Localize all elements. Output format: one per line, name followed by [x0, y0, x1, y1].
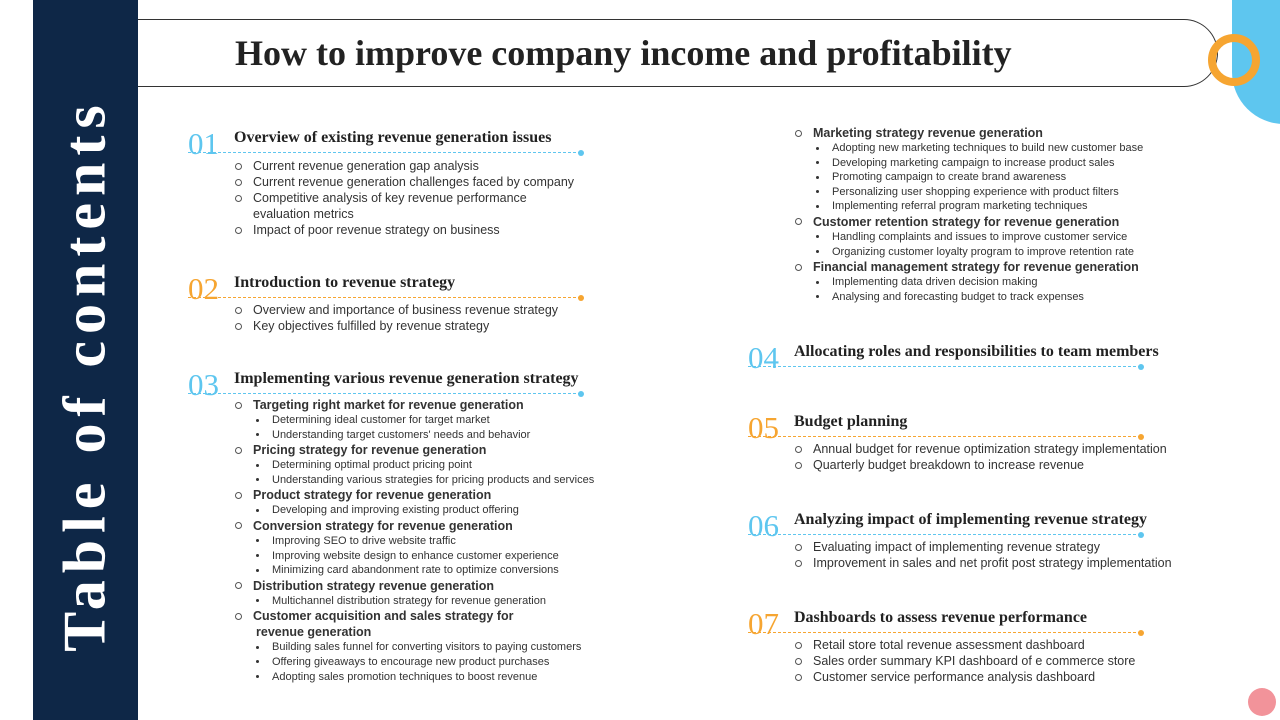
- list-group-heading: Financial management strategy for revenue generation: [794, 259, 1143, 275]
- list-group-heading: Targeting right market for revenue generation: [234, 397, 594, 413]
- section-number: 03: [188, 367, 219, 402]
- sub-list-item: Building sales funnel for converting visitors to paying customers: [234, 640, 594, 655]
- sub-list-item: Developing and improving existing product offering: [234, 503, 594, 518]
- list-group-heading: Customer retention strategy for revenue generation: [794, 214, 1143, 230]
- ring-decoration: [1208, 34, 1260, 86]
- sub-list-item: Minimizing card abandonment rate to optimize conversions: [234, 563, 594, 578]
- sidebar-title: Table of contents: [51, 98, 118, 652]
- list-item-continuation: evaluation metrics: [253, 207, 354, 221]
- pink-dot-decoration: [1248, 688, 1276, 716]
- list-item: Sales order summary KPI dashboard of e commerce store: [794, 653, 1135, 669]
- list-group-heading: Conversion strategy for revenue generation: [234, 518, 594, 534]
- section-title: Allocating roles and responsibilities to team members: [794, 343, 1159, 360]
- list-item: Current revenue generation gap analysis: [234, 158, 574, 174]
- section-number: 02: [188, 271, 219, 306]
- sub-list-item: Adopting new marketing techniques to build new customer base: [794, 141, 1143, 156]
- section-divider: [188, 297, 581, 298]
- sub-list-item: Analysing and forecasting budget to track expenses: [794, 290, 1143, 305]
- list-item: Customer service performance analysis dashboard: [794, 669, 1135, 685]
- list-group-heading: Marketing strategy revenue generation: [794, 125, 1143, 141]
- sub-list-item: Offering giveaways to encourage new product purchases: [234, 655, 594, 670]
- list-item: Retail store total revenue assessment dashboard: [794, 637, 1135, 653]
- list-item: Impact of poor revenue strategy on business: [234, 222, 574, 238]
- page-title: How to improve company income and profitability: [235, 33, 1012, 73]
- list-item: Improvement in sales and net profit post strategy implementation: [794, 555, 1172, 571]
- sub-list-item: Implementing referral program marketing techniques: [794, 199, 1143, 214]
- list-item: Annual budget for revenue optimization strategy implementation: [794, 441, 1167, 457]
- sub-list-item: Determining optimal product pricing point: [234, 458, 594, 473]
- section-number: 07: [748, 606, 779, 641]
- list-group-heading: Product strategy for revenue generation: [234, 487, 594, 503]
- sub-list-item: Improving SEO to drive website traffic: [234, 534, 594, 549]
- list-group-heading: Pricing strategy for revenue generation: [234, 442, 594, 458]
- sub-list-item: Improving website design to enhance customer experience: [234, 549, 594, 564]
- sub-list-item: Determining ideal customer for target market: [234, 413, 594, 428]
- list-group-heading-continuation: revenue generation: [256, 625, 372, 640]
- sub-list-item: Implementing data driven decision making: [794, 275, 1143, 290]
- sub-list-item: Developing marketing campaign to increase product sales: [794, 156, 1143, 171]
- list-item: Overview and importance of business revenue strategy: [234, 302, 558, 318]
- section-divider: [748, 436, 1141, 437]
- sub-list-item: Organizing customer loyalty program to improve retention rate: [794, 245, 1143, 260]
- list-item: Evaluating impact of implementing revenue strategy: [794, 539, 1172, 555]
- section-number: 06: [748, 508, 779, 543]
- sub-list-item: Understanding various strategies for pricing products and services: [234, 473, 594, 488]
- sub-list-item: Handling complaints and issues to improve customer service: [794, 230, 1143, 245]
- sub-list-item: Promoting campaign to create brand awareness: [794, 170, 1143, 185]
- sub-list-item: Personalizing user shopping experience with product filters: [794, 185, 1143, 200]
- section-divider: [748, 632, 1141, 633]
- sub-list-item: Adopting sales promotion techniques to boost revenue: [234, 670, 594, 685]
- sub-list-item: Understanding target customers' needs and behavior: [234, 428, 594, 443]
- section-divider: [748, 534, 1141, 535]
- list-item: Competitive analysis of key revenue performance: [234, 190, 574, 206]
- section-title: Introduction to revenue strategy: [234, 274, 456, 291]
- section-title: Dashboards to assess revenue performance: [794, 609, 1088, 626]
- section-title: Overview of existing revenue generation issues: [234, 129, 552, 146]
- list-item: Current revenue generation challenges faced by company: [234, 174, 574, 190]
- section-divider: [188, 393, 581, 394]
- section-divider: [748, 366, 1141, 367]
- sub-list-item: Multichannel distribution strategy for revenue generation: [234, 594, 594, 609]
- list-group-heading: Customer acquisition and sales strategy for: [234, 608, 594, 624]
- list-item: Quarterly budget breakdown to increase revenue: [794, 457, 1167, 473]
- section-title: Analyzing impact of implementing revenue strategy: [794, 511, 1147, 528]
- section-title: Implementing various revenue generation strategy: [234, 370, 579, 387]
- list-item: Key objectives fulfilled by revenue strategy: [234, 318, 558, 334]
- section-number: 05: [748, 410, 779, 445]
- section-number: 01: [188, 126, 219, 161]
- list-group-heading: Distribution strategy revenue generation: [234, 578, 594, 594]
- section-number: 04: [748, 340, 779, 375]
- section-title: Budget planning: [794, 413, 908, 430]
- section-divider: [188, 152, 581, 153]
